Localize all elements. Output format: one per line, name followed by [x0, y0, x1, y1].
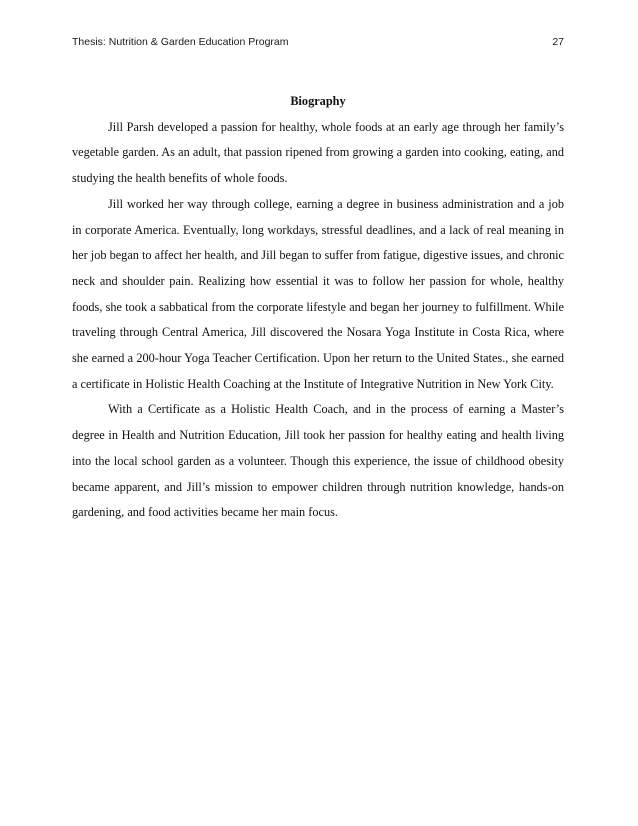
paragraph-early-passion: Jill Parsh developed a passion for healthy, whole foods at an early age through her family’s vegetable garden. As an adult, that passion ripened from growing a garden into cooking, eating, and studying the health benefits of whole foods.	[72, 119, 564, 186]
paragraph-career-journey: Jill worked her way through college, earning a degree in business administration and a job in corporate America. Eventually, long workdays, stressful deadlines, and a lack of real meaning in her job began to affect her health, and Jill began to suffer from fatigue, digestive issues, and chronic neck and shoulder pain. Realizing how essential it was to follow her passion for whole, healthy foods, she took a sabbatical from the corporate lifestyle and began her journey to fulfillment. While traveling through Central America, Jill discovered the Nosara Yoga Institute in Costa Rica, where she earned a 200-hour Yoga Teacher Certification. Upon her return to the United States., she earned a certificate in Holistic Health Coaching at the Institute of Integrative Nutrition in New York City.	[72, 196, 564, 391]
section-heading: Biography	[290, 94, 346, 108]
paragraph-mission: With a Certificate as a Holistic Health Coach, and in the process of earning a Master’s degree in Health and Nutrition Education, Jill took her passion for healthy eating and health living into the local school garden as a volunteer. Though this experience, the issue of childhood obesity became apparent, and Jill’s mission to empower children through nutrition knowledge, hands-on gardening, and food activities became her main focus.	[72, 402, 564, 520]
running-title: Thesis: Nutrition & Garden Education Program	[72, 36, 289, 48]
document-body	[72, 89, 564, 526]
page-number: 27	[552, 36, 564, 48]
running-header	[72, 34, 564, 50]
